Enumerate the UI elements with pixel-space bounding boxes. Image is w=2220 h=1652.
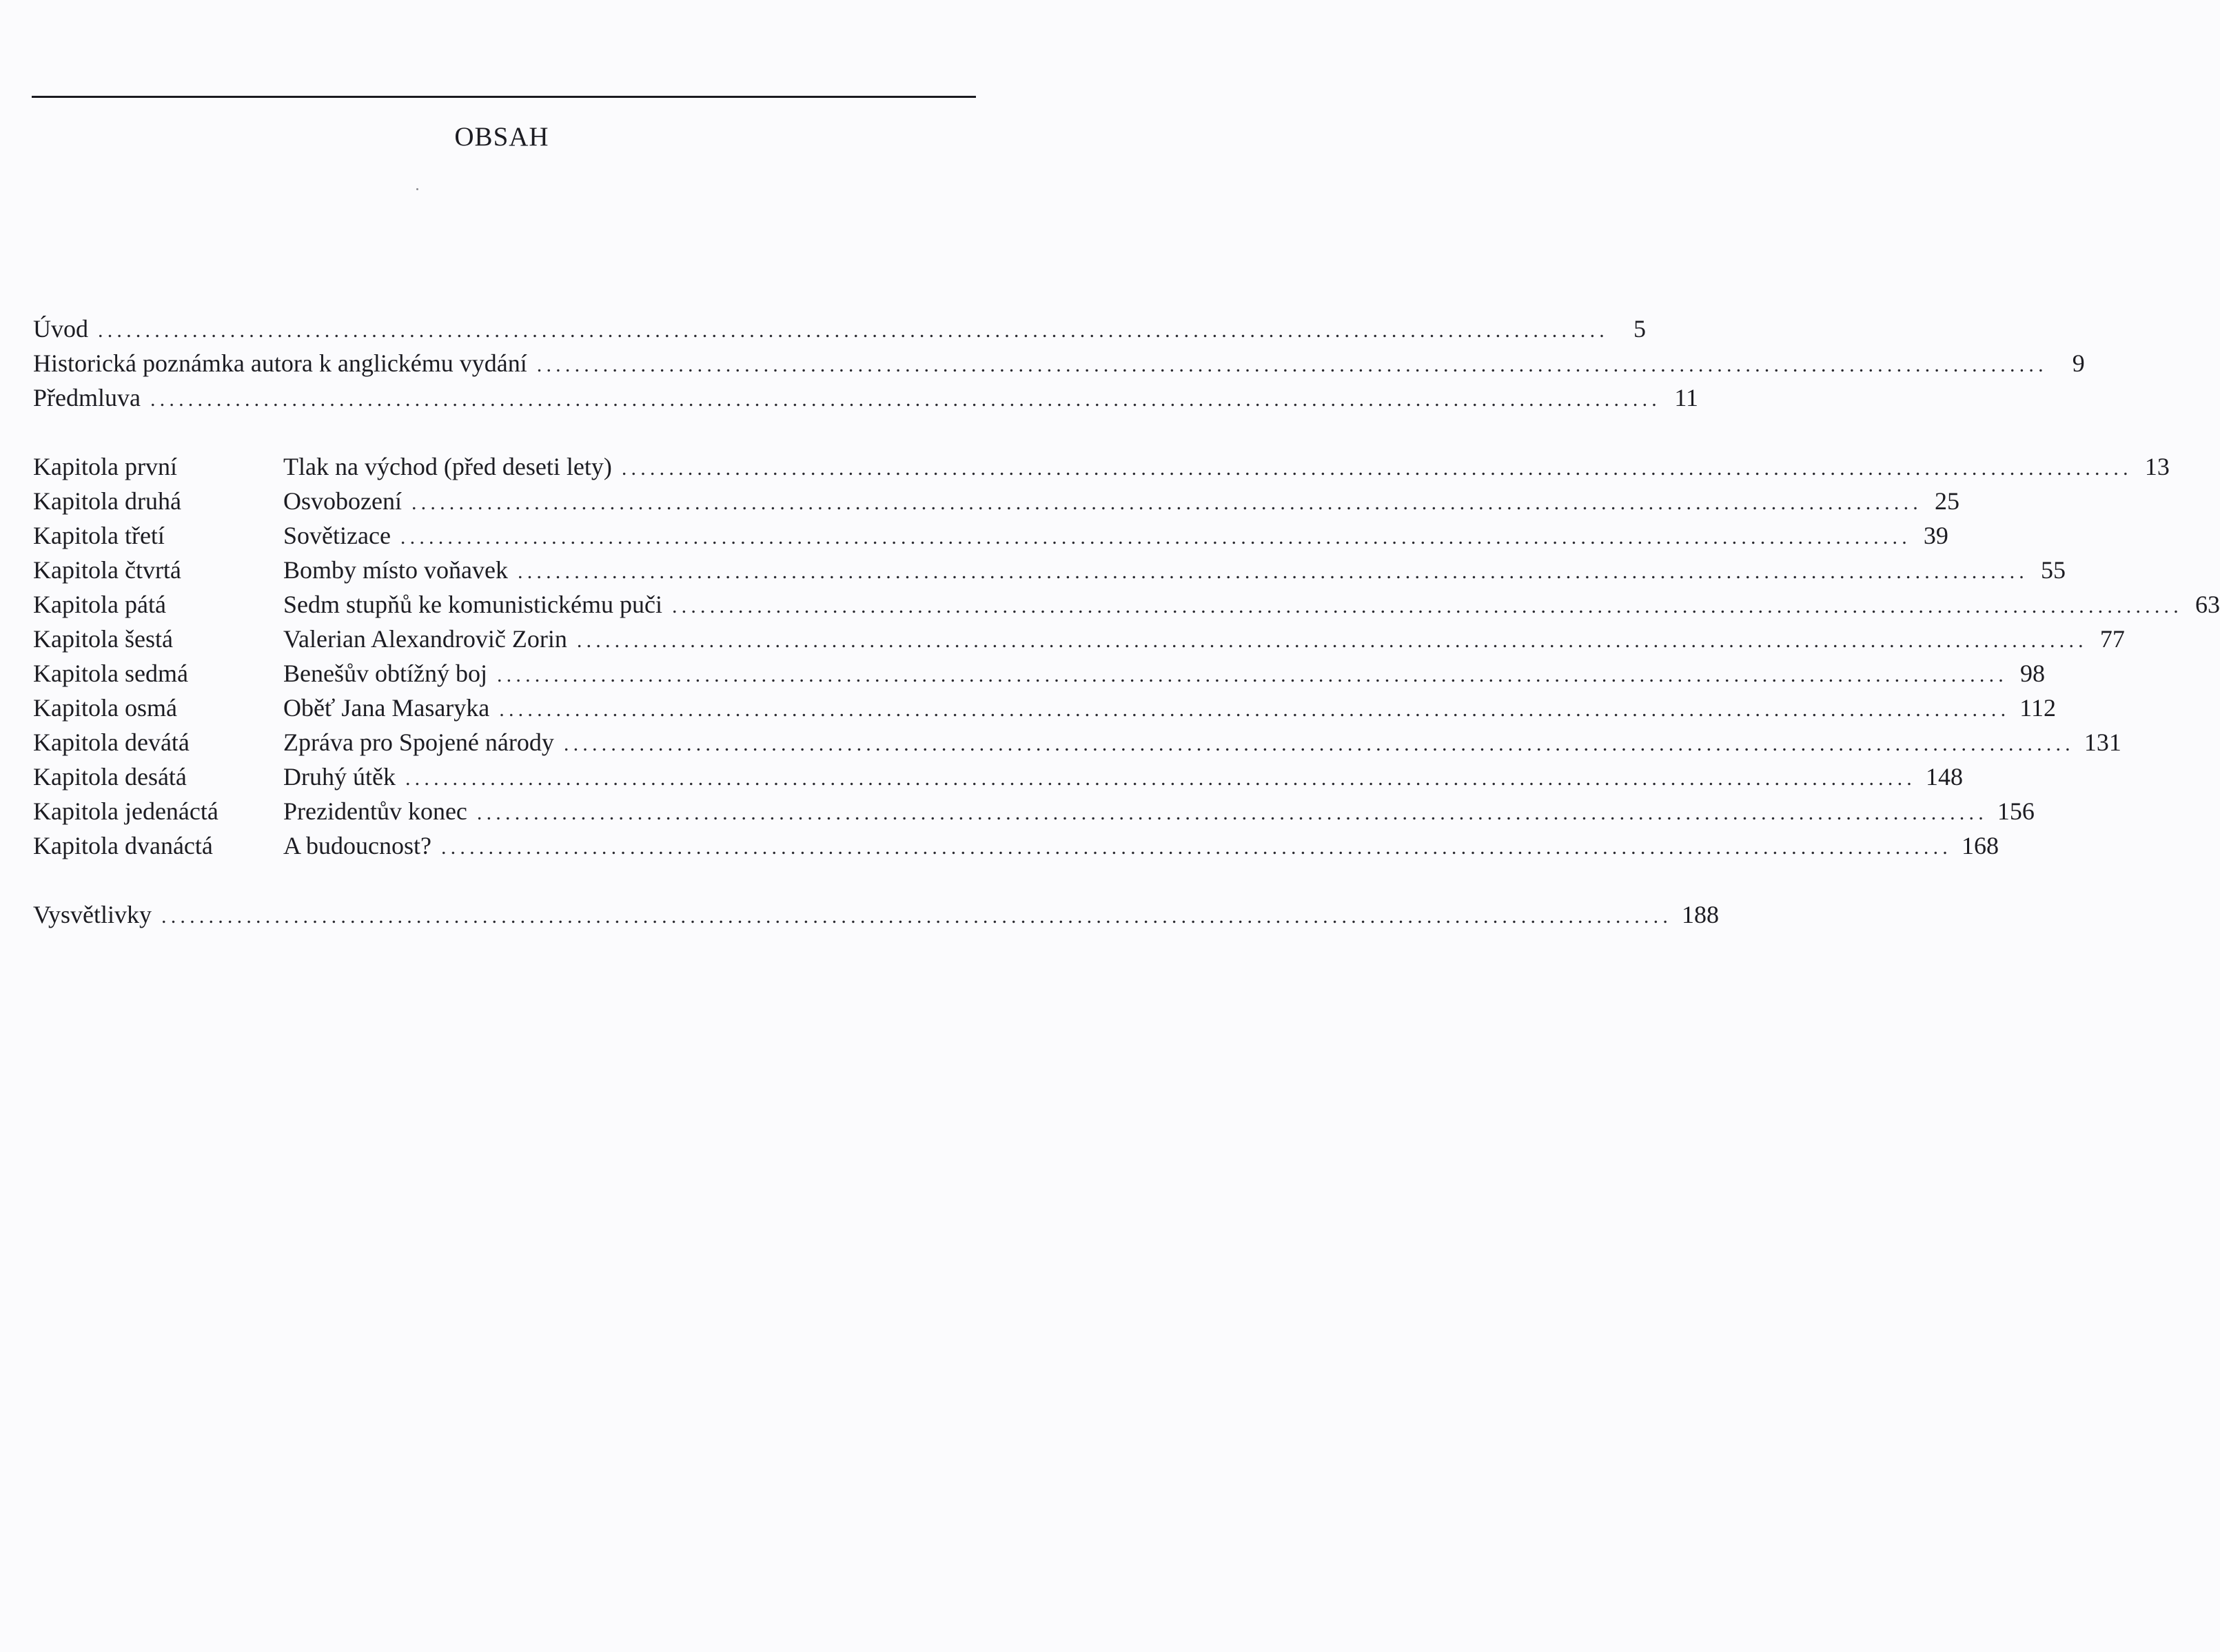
chapter-title: Oběť Jana Masaryka — [283, 694, 490, 722]
dot-leader: ................................................................................................................................................................ — [98, 319, 1609, 342]
chapter-page: 13 — [2144, 453, 2170, 480]
dot-leader: ................................................................................................................................................................ — [161, 905, 1673, 928]
dot-leader: ................................................................................................................................................................ — [440, 836, 1952, 859]
chapter-title: Druhý útěk — [283, 763, 396, 791]
chapter-list — [33, 449, 2220, 863]
chapter-title: Sovětizace — [283, 522, 391, 549]
chapter-number: Kapitola šestá — [33, 625, 173, 653]
chapter-number: Kapitola první — [33, 453, 177, 480]
chapter-page: 63 — [2194, 591, 2220, 618]
toc-entry-label: Vysvětlivky — [33, 901, 152, 928]
dot-leader: ................................................................................................................................................................ — [576, 629, 2088, 652]
toc-entry-label: Úvod — [33, 315, 88, 343]
dot-leader: ................................................................................................................................................................ — [518, 560, 2028, 583]
dot-leader: ................................................................................................................................................................ — [150, 388, 1661, 411]
dot-leader: ................................................................................................................................................................ — [476, 802, 1988, 824]
chapter-page: 77 — [2099, 625, 2125, 653]
toc-chapter-row[interactable] — [33, 518, 1948, 553]
toc-entry-historical-note[interactable] — [33, 346, 2085, 380]
chapter-number: Kapitola pátá — [33, 591, 166, 618]
toc-chapter-row[interactable] — [33, 725, 2121, 759]
toc-entry-page: 11 — [1674, 384, 1698, 411]
chapter-title: Benešův obtížný boj — [283, 660, 487, 687]
chapter-title: Bomby místo voňavek — [283, 556, 508, 584]
chapter-number: Kapitola dvanáctá — [33, 832, 213, 859]
chapter-page: 55 — [2041, 556, 2066, 584]
chapter-number: Kapitola třetí — [33, 522, 165, 549]
chapter-number: Kapitola jedenáctá — [33, 797, 218, 825]
toc-entry-notes[interactable] — [33, 897, 1720, 932]
toc-chapter-row[interactable] — [33, 828, 1999, 863]
chapter-title: Valerian Alexandrovič Zorin — [283, 625, 567, 653]
toc-chapter-row[interactable] — [33, 449, 2170, 484]
toc-entry-preface[interactable] — [33, 380, 1698, 415]
dot-leader: ................................................................................................................................................................ — [621, 457, 2132, 480]
toc-chapter-row[interactable] — [33, 484, 1959, 518]
toc-entry-page: 9 — [2072, 349, 2085, 377]
print-speck — [416, 188, 418, 190]
chapter-number: Kapitola sedmá — [33, 660, 188, 687]
toc-chapter-row[interactable] — [33, 794, 2035, 828]
toc-chapter-row[interactable] — [33, 587, 2220, 622]
toc-chapter-row[interactable] — [33, 553, 2066, 587]
toc-chapter-row[interactable] — [33, 759, 1963, 794]
chapter-number: Kapitola druhá — [33, 487, 181, 515]
toc-entry-page: 5 — [1633, 315, 1646, 343]
back-matter-list — [33, 897, 1720, 932]
chapter-page: 98 — [2019, 660, 2045, 687]
chapter-number: Kapitola devátá — [33, 728, 190, 756]
dot-leader: ................................................................................................................................................................ — [671, 595, 2183, 618]
dot-leader: ................................................................................................................................................................ — [536, 354, 2048, 376]
toc-entry-page: 188 — [1682, 901, 1720, 928]
chapter-title: Osvobození — [283, 487, 402, 515]
chapter-page: 148 — [1925, 763, 1963, 791]
toc-entry-label: Předmluva — [33, 384, 141, 411]
top-rule — [32, 96, 976, 98]
toc-entry-label: Historická poznámka autora k anglickému vydání — [33, 349, 527, 377]
toc-chapter-row[interactable] — [33, 656, 2045, 691]
chapter-page: 156 — [1997, 797, 2035, 825]
dot-leader: ................................................................................................................................................................ — [563, 733, 2075, 755]
chapter-title: A budoucnost? — [283, 832, 431, 859]
dot-leader: ................................................................................................................................................................ — [411, 491, 1922, 514]
chapter-number: Kapitola čtvrtá — [33, 556, 181, 584]
dot-leader: ................................................................................................................................................................ — [405, 767, 1916, 790]
toc-chapter-row[interactable] — [33, 622, 2125, 656]
chapter-page: 39 — [1923, 522, 1948, 549]
chapter-page: 25 — [1934, 487, 1959, 515]
chapter-page: 131 — [2084, 728, 2121, 756]
toc-chapter-row[interactable] — [33, 691, 2056, 725]
dot-leader: ................................................................................................................................................................ — [496, 664, 2008, 686]
chapter-title: Zpráva pro Spojené národy — [283, 728, 554, 756]
chapter-title: Tlak na východ (před deseti lety) — [283, 453, 612, 480]
chapter-number: Kapitola desátá — [33, 763, 187, 791]
toc-entry-intro[interactable] — [33, 312, 1646, 346]
dot-leader: ................................................................................................................................................................ — [400, 526, 1911, 549]
dot-leader: ................................................................................................................................................................ — [499, 698, 2010, 721]
chapter-page: 168 — [1961, 832, 1999, 859]
chapter-page: 112 — [2019, 694, 2056, 722]
page-title: OBSAH — [454, 122, 549, 152]
chapter-title: Sedm stupňů ke komunistickému puči — [283, 591, 662, 618]
chapter-number: Kapitola osmá — [33, 694, 177, 722]
front-matter-list — [33, 312, 2085, 415]
chapter-title: Prezidentův konec — [283, 797, 467, 825]
